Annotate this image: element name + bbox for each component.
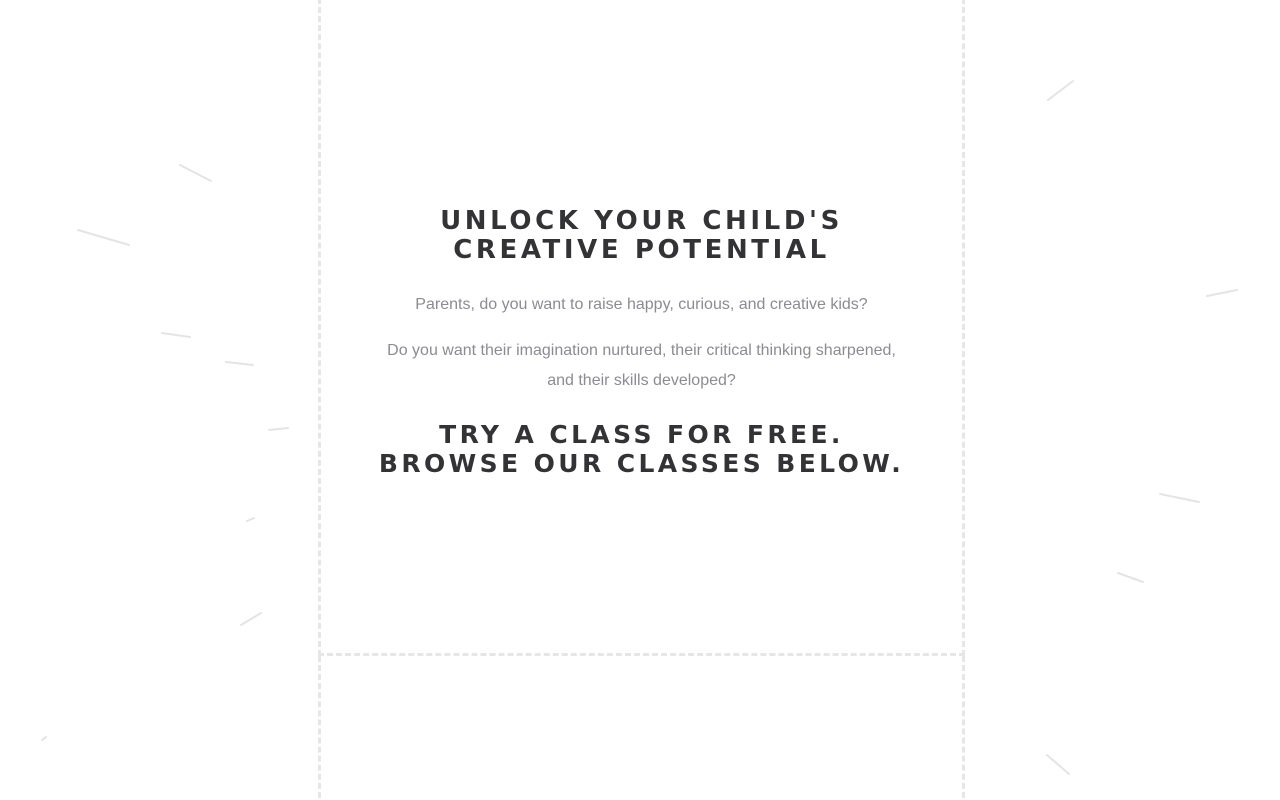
decor-stroke <box>226 362 253 365</box>
hero-headline <box>321 207 962 265</box>
hero-headline-line-1: UNLOCK YOUR CHILD'S <box>440 206 843 236</box>
decor-stroke <box>269 428 288 430</box>
cta-line-1: TRY A CLASS FOR FREE. <box>439 420 844 449</box>
decor-stroke <box>1048 81 1073 100</box>
decor-stroke <box>1047 755 1069 774</box>
decor-stroke <box>1207 290 1237 296</box>
hero-call-to-action <box>321 420 962 478</box>
hero-intro-question: Parents, do you want to raise happy, curious, and creative kids? <box>415 296 868 313</box>
decor-stroke <box>42 737 46 740</box>
decor-stroke <box>1118 573 1143 582</box>
decor-stroke <box>241 613 261 625</box>
decor-stroke <box>180 165 211 181</box>
decor-stroke <box>1160 494 1199 502</box>
hero-panel-frame <box>318 0 965 656</box>
hero-secondary-question: Do you want their imagination nurtured, their critical thinking sharpened, and their skills developed? <box>387 342 896 389</box>
cta-line-2: BROWSE OUR CLASSES BELOW. <box>378 449 905 478</box>
decor-stroke <box>162 333 190 337</box>
hero-headline-line-2: CREATIVE POTENTIAL <box>453 235 830 265</box>
decor-stroke <box>78 230 129 245</box>
decor-stroke <box>247 518 254 521</box>
next-section-frame <box>318 656 965 800</box>
